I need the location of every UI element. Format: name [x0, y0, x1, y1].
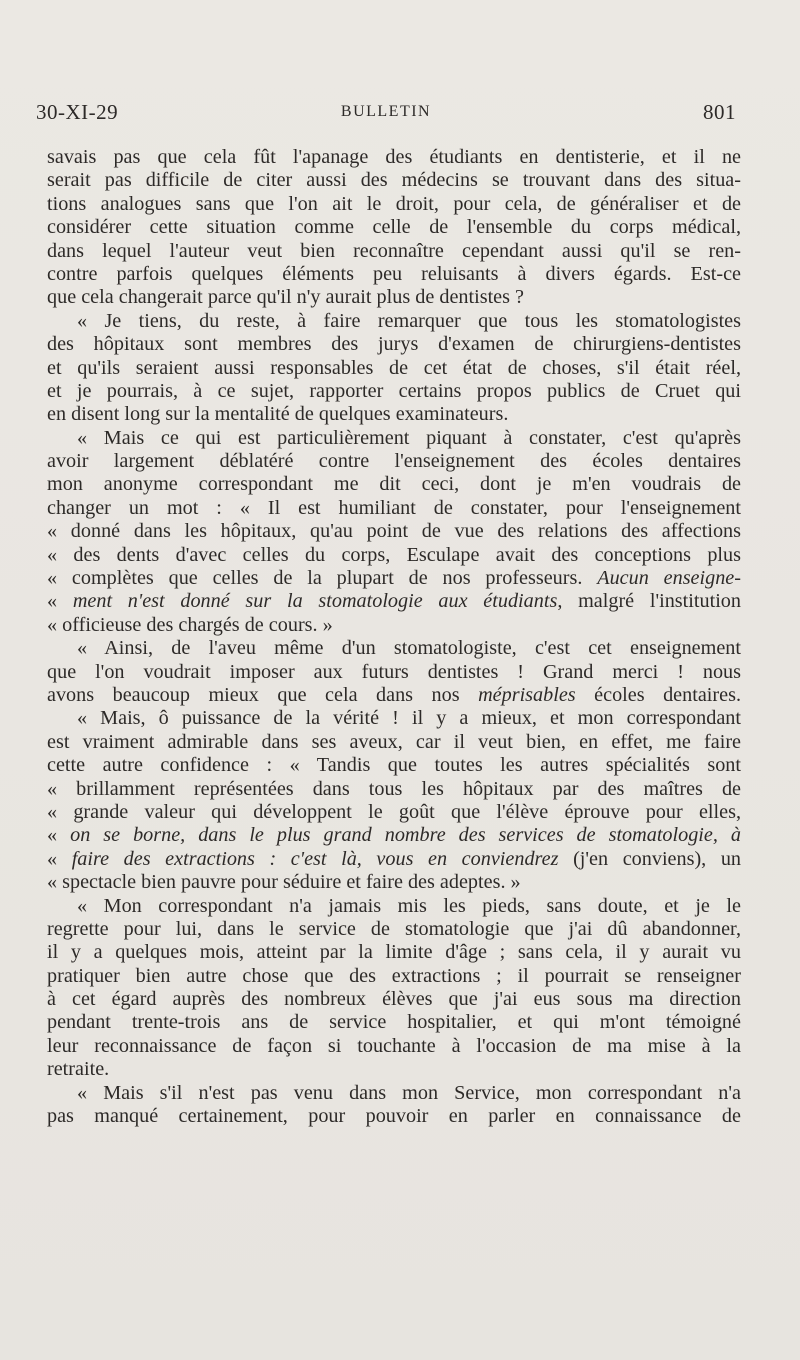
text-line: « Mais, ô puissance de la vérité ! il y a mieux, et mon correspondant [77, 707, 741, 730]
text-line: pendant trente-trois ans de service hospitalier, et qui m'ont témoigné [47, 1011, 741, 1034]
italic-text: ment n'est donné sur la stomatologie aux étudiants [72, 590, 558, 613]
text-run: « [47, 847, 72, 870]
text-line: en disent long sur la mentalité de quelques examinateurs. [47, 403, 509, 426]
text-line: pas manqué certainement, pour pouvoir en parler en connaissance de [47, 1105, 741, 1128]
text-line: considérer cette situation comme celle de l'ensemble du corps médical, [47, 216, 741, 239]
text-line: changer un mot : « Il est humiliant de constater, pour l'enseignement [47, 496, 741, 519]
text-line: que cela changerait parce qu'il n'y aurait plus de dentistes ? [47, 286, 524, 309]
text-line: « Ainsi, de l'aveu même d'un stomatologiste, c'est cet enseignement [77, 637, 741, 660]
text-line: est vraiment admirable dans ses aveux, car il veut bien, en effet, me faire [47, 730, 741, 753]
text-line: « officieuse des chargés de cours. » [47, 613, 333, 636]
italic-text: faire des extractions : c'est là, vous en conviendrez [71, 847, 559, 870]
running-header [36, 100, 736, 130]
italic-text: Aucun enseigne- [597, 567, 741, 590]
text-line [47, 567, 741, 590]
italic-text: on se borne, dans le plus grand nombre des services de stomatologie, à [70, 824, 742, 847]
text-line: avoir largement déblatéré contre l'enseignement des écoles dentaires [47, 450, 741, 473]
text-run: avons beaucoup mieux que cela dans nos [47, 683, 479, 706]
text-line: « grande valeur qui développent le goût que l'élève éprouve pour elles, [47, 800, 741, 823]
text-line: cette autre confidence : « Tandis que toutes les autres spécialités sont [47, 754, 741, 777]
text-run: , malgré l'institution [557, 590, 741, 613]
text-run: « [47, 590, 73, 613]
text-line: et qu'ils seraient aussi responsables de cet état de choses, s'il était réel, [47, 356, 741, 379]
text-line: « donné dans les hôpitaux, qu'au point de vue des relations des affections [47, 520, 741, 543]
text-line: regrette pour lui, dans le service de stomatologie que j'ai dû abandonner, [47, 917, 741, 940]
text-run: (j'en conviens), un [558, 847, 742, 870]
text-line: et je pourrais, à ce sujet, rapporter certains propos publics de Cruet qui [47, 379, 741, 402]
text-line: dans lequel l'auteur veut bien reconnaître cependant aussi qu'il se ren- [47, 239, 741, 262]
page-number: 801 [703, 100, 736, 124]
text-run: « complètes que celles de la plupart de nos professeurs. [47, 567, 598, 590]
text-line [47, 684, 741, 707]
text-line: « Mais ce qui est particulièrement piquant à constater, c'est qu'après [77, 426, 741, 449]
text-line: contre parfois quelques éléments peu reluisants à divers égards. Est-ce [47, 262, 741, 285]
text-line [47, 824, 741, 847]
text-line: « Mais s'il n'est pas venu dans mon Service, mon correspondant n'a [77, 1081, 741, 1104]
text-line: serait pas difficile de citer aussi des médecins se trouvant dans des situa- [47, 169, 741, 192]
text-line: à cet égard auprès des nombreux élèves que j'ai eus sous ma direction [47, 988, 741, 1011]
text-line: retraite. [47, 1058, 110, 1081]
text-line: « des dents d'avec celles du corps, Esculape avait des conceptions plus [47, 543, 741, 566]
text-run: « [47, 824, 71, 847]
text-line: mon anonyme correspondant me dit ceci, dont je m'en voudrais de [47, 473, 741, 496]
paragraph-6 [47, 895, 741, 1082]
paragraph-3 [47, 427, 741, 638]
header-title: BULLETIN [340, 103, 432, 120]
italic-text: méprisables [478, 683, 576, 706]
paragraph-5 [47, 707, 741, 894]
paragraph-4 [47, 637, 741, 707]
text-line: « Je tiens, du reste, à faire remarquer que tous les stomatologistes [77, 309, 741, 332]
body-text [47, 146, 741, 1128]
text-line: pratiquer bien autre chose que des extractions ; il pourrait se renseigner [47, 964, 741, 987]
text-line: « brillamment représentées dans tous les hôpitaux par des maîtres de [47, 777, 741, 800]
text-line: leur reconnaissance de façon si touchante à l'occasion de ma mise à la [47, 1034, 741, 1057]
paragraph-2 [47, 310, 741, 427]
text-line: savais pas que cela fût l'apanage des étudiants en dentisterie, et il ne [47, 146, 741, 168]
text-line [47, 848, 741, 871]
text-line [47, 590, 741, 613]
text-line: il y a quelques mois, atteint par la limite d'âge ; sans cela, il y aurait vu [47, 941, 741, 964]
text-line: des hôpitaux sont membres des jurys d'examen de chirurgiens-dentistes [47, 333, 741, 356]
text-line: « Mon correspondant n'a jamais mis les pieds, sans doute, et je le [77, 894, 741, 917]
text-line: « spectacle bien pauvre pour séduire et faire des adeptes. » [47, 871, 521, 894]
paragraph-7 [47, 1082, 741, 1129]
text-line: que l'on voudrait imposer aux futurs dentistes ! Grand merci ! nous [47, 660, 741, 683]
header-date: 30-XI-29 [36, 100, 119, 124]
text-run: écoles dentaires. [575, 683, 741, 706]
paragraph-1 [47, 146, 741, 310]
text-line: tions analogues sans que l'on ait le droit, pour cela, de généraliser et de [47, 192, 741, 215]
